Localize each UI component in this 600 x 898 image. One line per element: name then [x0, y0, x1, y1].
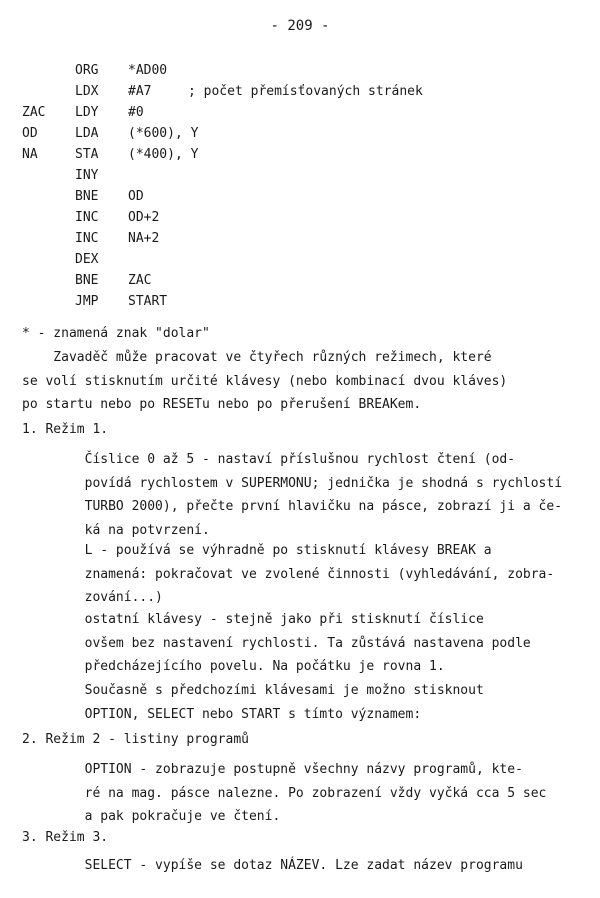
- code-op: LDA: [75, 126, 99, 141]
- page-number: - 209 -: [270, 18, 330, 34]
- code-arg: NA+2: [128, 231, 160, 246]
- code-op: INC: [75, 210, 99, 225]
- code-op: LDX: [75, 84, 99, 99]
- code-arg: (*600), Y: [128, 126, 199, 141]
- section-heading: 1. Režim 1.: [22, 422, 109, 437]
- paragraph-line: se volí stisknutím určité klávesy (nebo kombinací dvou kláves): [22, 373, 508, 389]
- code-arg: (*400), Y: [128, 147, 199, 162]
- code-arg: START: [128, 294, 168, 309]
- paragraph-line: SELECT - vypíše se dotaz NÁZEV. Lze zadat název programu: [22, 858, 523, 873]
- paragraph-line: TURBO 2000), přečte první hlavičku na pásce, zobrazí ji a če-: [22, 499, 563, 514]
- code-arg: #A7: [128, 84, 152, 99]
- code-op: LDY: [75, 105, 99, 120]
- code-arg: OD: [128, 189, 144, 204]
- paragraph-line: ovšem bez nastavení rychlosti. Ta zůstává nastavena podle: [22, 635, 531, 651]
- paragraph-line: po startu nebo po RESETu nebo po přerušení BREAKem.: [22, 397, 422, 412]
- paragraph-line: Zavaděč může pracovat ve čtyřech různých režimech, které: [22, 350, 492, 365]
- code-comment: ; počet přemísťovaných stránek: [188, 84, 423, 99]
- paragraph-line: OPTION - zobrazuje postupně všechny názvy programů, kte-: [22, 762, 523, 777]
- code-op: BNE: [75, 189, 99, 204]
- paragraph-line: znamená: pokračovat ve zvolené činnosti (vyhledávání, zobra-: [22, 566, 555, 582]
- code-label: NA: [22, 147, 38, 162]
- code-op: INC: [75, 231, 99, 246]
- paragraph-line: L - používá se výhradně po stisknutí klávesy BREAK a: [22, 543, 492, 558]
- paragraph-line: a pak pokračuje ve čtení.: [22, 809, 281, 824]
- code-arg: ZAC: [128, 273, 152, 288]
- paragraph-line: Současně s předchozími klávesami je možno stisknout: [22, 683, 484, 698]
- paragraph-line: ré na mag. pásce nalezne. Po zobrazení vždy vyčká cca 5 sec: [22, 785, 547, 801]
- code-op: BNE: [75, 273, 99, 288]
- code-label: ZAC: [22, 105, 46, 120]
- code-arg: OD+2: [128, 210, 160, 225]
- paragraph-line: ká na potvrzení.: [22, 522, 210, 538]
- paragraph-line: ostatní klávesy - stejně jako při stisknutí číslice: [22, 612, 484, 627]
- footnote: * - znamená znak "dolar": [22, 326, 210, 341]
- code-op: INY: [75, 168, 99, 183]
- section-heading: 2. Režim 2 - listiny programů: [22, 732, 249, 747]
- code-op: ORG: [75, 63, 99, 78]
- paragraph-line: povídá rychlostem v SUPERMONU; jednička je shodná s rychlostí: [22, 475, 563, 491]
- paragraph-line: Číslice 0 až 5 - nastaví příslušnou rychlost čtení (od-: [22, 452, 516, 467]
- paragraph-line: předcházejícího povelu. Na počátku je rovna 1.: [22, 659, 445, 674]
- code-op: DEX: [75, 252, 99, 267]
- code-label: OD: [22, 126, 38, 141]
- code-op: JMP: [75, 294, 99, 309]
- section-heading: 3. Režim 3.: [22, 830, 109, 845]
- code-arg: #0: [128, 105, 144, 120]
- code-op: STA: [75, 147, 99, 162]
- paragraph-line: OPTION, SELECT nebo START s tímto významem:: [22, 706, 422, 722]
- code-arg: *AD00: [128, 63, 168, 78]
- paragraph-line: zování...): [22, 590, 163, 605]
